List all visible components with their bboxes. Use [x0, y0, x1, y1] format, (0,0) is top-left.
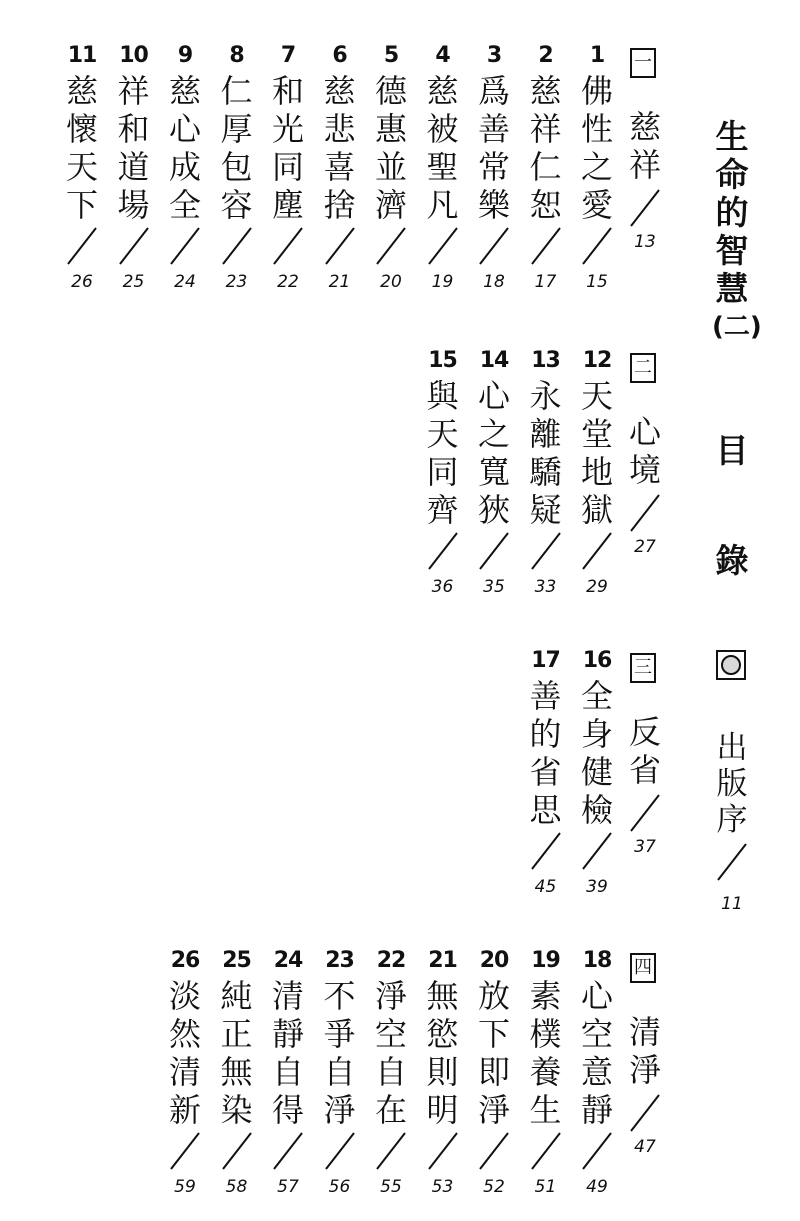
slash-separator — [577, 531, 617, 571]
toc-entry[interactable] — [574, 349, 620, 597]
toc-entry[interactable] — [420, 349, 466, 597]
entry-title: 天 堂 地 獄 — [580, 377, 613, 529]
entry-page-number: 55 — [380, 1177, 402, 1197]
section-page-number: 13 — [634, 232, 656, 252]
entry-number: 8 — [229, 43, 244, 68]
entry-number: 22 — [376, 948, 406, 973]
entry-title: 永 離 驕 疑 — [529, 377, 562, 529]
toc-entry[interactable] — [523, 44, 569, 292]
preface-char: 序 — [716, 802, 748, 838]
entry-title: 仁 厚 包 容 — [220, 72, 253, 224]
entry-number: 13 — [531, 348, 560, 373]
slash-separator — [474, 1131, 514, 1171]
entry-number: 4 — [435, 43, 450, 68]
entry-number: 2 — [538, 43, 553, 68]
entry-number: 20 — [479, 948, 509, 973]
book-title-char: 的 — [715, 193, 749, 232]
toc-entry[interactable] — [523, 949, 569, 1197]
entry-number: 21 — [428, 948, 457, 973]
toc-entry[interactable] — [420, 44, 466, 292]
entry-page-number: 22 — [277, 272, 299, 292]
toc-entry[interactable] — [420, 949, 466, 1197]
entry-title: 和 光 同 塵 — [271, 72, 304, 224]
entry-page-number: 18 — [483, 272, 505, 292]
entry-title: 全 身 健 檢 — [580, 677, 613, 829]
entry-page-number: 29 — [586, 577, 608, 597]
toc-entry[interactable] — [214, 949, 260, 1197]
book-title-char: 命 — [715, 155, 749, 194]
toc-entry[interactable] — [471, 949, 517, 1197]
entry-number: 10 — [119, 43, 148, 68]
entry-number: 19 — [531, 948, 560, 973]
slash-separator — [217, 226, 257, 266]
section-page-number: 47 — [634, 1137, 656, 1157]
entry-page-number: 59 — [174, 1177, 196, 1197]
section-title-text: 心 境 — [628, 413, 661, 489]
heading-mu: 目 — [715, 431, 749, 470]
section-title-text: 反 省 — [628, 713, 661, 789]
entry-title: 心 空 意 靜 — [580, 977, 613, 1129]
entry-number: 26 — [170, 948, 200, 973]
entry-title: 祥 和 道 場 — [117, 72, 150, 224]
entry-page-number: 49 — [586, 1177, 608, 1197]
preface-marker-icon — [716, 650, 746, 680]
toc-entry[interactable] — [574, 949, 620, 1197]
toc-entry[interactable] — [162, 44, 208, 292]
slash-separator — [474, 531, 514, 571]
entry-number: 9 — [177, 43, 193, 68]
slash-separator — [526, 831, 566, 871]
preface-entry[interactable] — [712, 730, 752, 922]
entry-title: 慈 祥 仁 恕 — [529, 72, 562, 224]
toc-entry[interactable] — [317, 949, 363, 1197]
entry-number: 12 — [582, 348, 612, 373]
toc-entry[interactable] — [265, 44, 311, 292]
toc-entry[interactable] — [111, 44, 157, 292]
section-title[interactable] — [622, 108, 668, 252]
book-title-char: 生 — [715, 117, 749, 156]
slash-separator — [712, 842, 752, 882]
book-title-char: 智 — [715, 231, 749, 270]
slash-separator — [114, 226, 154, 266]
section-title-text: 慈 祥 — [628, 108, 661, 184]
entry-title: 與 天 同 齊 — [426, 377, 459, 529]
entry-number: 18 — [582, 948, 612, 973]
entry-number: 17 — [531, 648, 560, 673]
slash-separator — [62, 226, 102, 266]
entry-page-number: 58 — [225, 1177, 248, 1197]
slash-separator — [423, 1131, 463, 1171]
entry-title: 放 下 即 淨 — [477, 977, 510, 1129]
entry-number: 16 — [582, 648, 612, 673]
entry-page-number: 19 — [431, 272, 454, 292]
toc-entry[interactable] — [317, 44, 363, 292]
entry-title: 清 靜 自 得 — [271, 977, 304, 1129]
entry-number: 11 — [67, 43, 97, 68]
slash-separator — [577, 1131, 617, 1171]
section-page-number: 27 — [634, 537, 656, 557]
slash-separator — [577, 226, 617, 266]
toc-entry[interactable] — [368, 44, 414, 292]
section-number-box: 一 — [630, 48, 656, 78]
slash-separator — [423, 226, 463, 266]
toc-entry[interactable] — [523, 649, 569, 897]
entry-title: 慈 被 聖 凡 — [426, 72, 459, 224]
slash-separator — [625, 493, 665, 533]
entry-page-number: 17 — [534, 272, 557, 292]
slash-separator — [165, 1131, 205, 1171]
section-title[interactable] — [622, 713, 668, 857]
slash-separator — [268, 226, 308, 266]
entry-number: 25 — [222, 948, 251, 973]
slash-separator — [320, 226, 360, 266]
entry-title: 淡 然 清 新 — [168, 977, 201, 1129]
toc-entry[interactable] — [265, 949, 311, 1197]
slash-separator — [577, 831, 617, 871]
toc-entry[interactable] — [523, 349, 569, 597]
entry-title: 善 的 省 思 — [529, 677, 562, 829]
entry-number: 1 — [589, 43, 605, 68]
entry-number: 3 — [486, 43, 502, 68]
entry-title: 無 慾 則 明 — [426, 977, 459, 1129]
toc-entry[interactable] — [471, 44, 517, 292]
entry-title: 慈 心 成 全 — [168, 72, 201, 224]
entry-page-number: 45 — [534, 877, 557, 897]
preface-char: 版 — [716, 766, 748, 802]
toc-entry[interactable] — [59, 44, 105, 292]
slash-separator — [474, 226, 514, 266]
entry-title: 慈 懷 天 下 — [65, 72, 98, 224]
entry-page-number: 57 — [277, 1177, 299, 1197]
entry-page-number: 21 — [328, 272, 351, 292]
entry-page-number: 51 — [534, 1177, 557, 1197]
entry-title: 素 樸 養 生 — [529, 977, 562, 1129]
entry-page-number: 25 — [122, 272, 145, 292]
entry-page-number: 53 — [431, 1177, 454, 1197]
slash-separator — [371, 226, 411, 266]
slash-separator — [423, 531, 463, 571]
slash-separator — [371, 1131, 411, 1171]
slash-separator — [217, 1131, 257, 1171]
section-title[interactable] — [622, 1013, 668, 1157]
book-title-volume: (二) — [712, 312, 762, 342]
entry-page-number: 52 — [483, 1177, 505, 1197]
toc-entry[interactable] — [214, 44, 260, 292]
entry-number: 24 — [273, 948, 303, 973]
section-number-box: 四 — [630, 953, 656, 983]
entry-page-number: 26 — [71, 272, 93, 292]
book-title — [712, 117, 762, 346]
slash-separator — [625, 793, 665, 833]
entry-page-number: 23 — [225, 272, 248, 292]
slash-separator — [526, 1131, 566, 1171]
toc-entry[interactable] — [574, 649, 620, 897]
section-page-number: 37 — [634, 837, 656, 857]
entry-title: 爲 善 常 樂 — [477, 72, 510, 224]
book-title-char: 慧 — [715, 269, 749, 308]
entry-number: 14 — [479, 348, 509, 373]
entry-title: 德 惠 並 濟 — [374, 72, 407, 224]
slash-separator — [526, 531, 566, 571]
entry-title: 不 爭 自 淨 — [323, 977, 356, 1129]
entry-number: 7 — [280, 43, 296, 68]
entry-number: 5 — [383, 43, 399, 68]
slash-separator — [165, 226, 205, 266]
entry-number: 23 — [325, 948, 354, 973]
entry-number: 15 — [428, 348, 457, 373]
slash-separator — [625, 1093, 665, 1133]
entry-page-number: 20 — [380, 272, 402, 292]
toc-entry[interactable] — [162, 949, 208, 1197]
entry-page-number: 56 — [328, 1177, 351, 1197]
section-title-text: 清 淨 — [628, 1013, 661, 1089]
slash-separator — [625, 188, 665, 228]
preface-page-number: 11 — [721, 894, 743, 914]
entry-page-number: 33 — [534, 577, 557, 597]
section-number-box: 三 — [630, 653, 656, 683]
toc-entry[interactable] — [471, 349, 517, 597]
slash-separator — [268, 1131, 308, 1171]
entry-title: 淨 空 自 在 — [374, 977, 407, 1129]
slash-separator — [320, 1131, 360, 1171]
entry-page-number: 24 — [174, 272, 196, 292]
entry-title: 佛 性 之 愛 — [580, 72, 613, 224]
section-title[interactable] — [622, 413, 668, 557]
toc-entry[interactable] — [574, 44, 620, 292]
entry-title: 心 之 寬 狹 — [477, 377, 510, 529]
slash-separator — [526, 226, 566, 266]
entry-title: 慈 悲 喜 捨 — [323, 72, 356, 224]
entry-page-number: 15 — [586, 272, 608, 292]
heading-lu: 錄 — [715, 541, 749, 580]
entry-title: 純 正 無 染 — [220, 977, 253, 1129]
entry-number: 6 — [332, 43, 347, 68]
entry-page-number: 39 — [586, 877, 608, 897]
section-number-box: 二 — [630, 353, 656, 383]
preface-char: 出 — [716, 730, 748, 766]
entry-page-number: 36 — [431, 577, 454, 597]
toc-entry[interactable] — [368, 949, 414, 1197]
entry-page-number: 35 — [483, 577, 505, 597]
